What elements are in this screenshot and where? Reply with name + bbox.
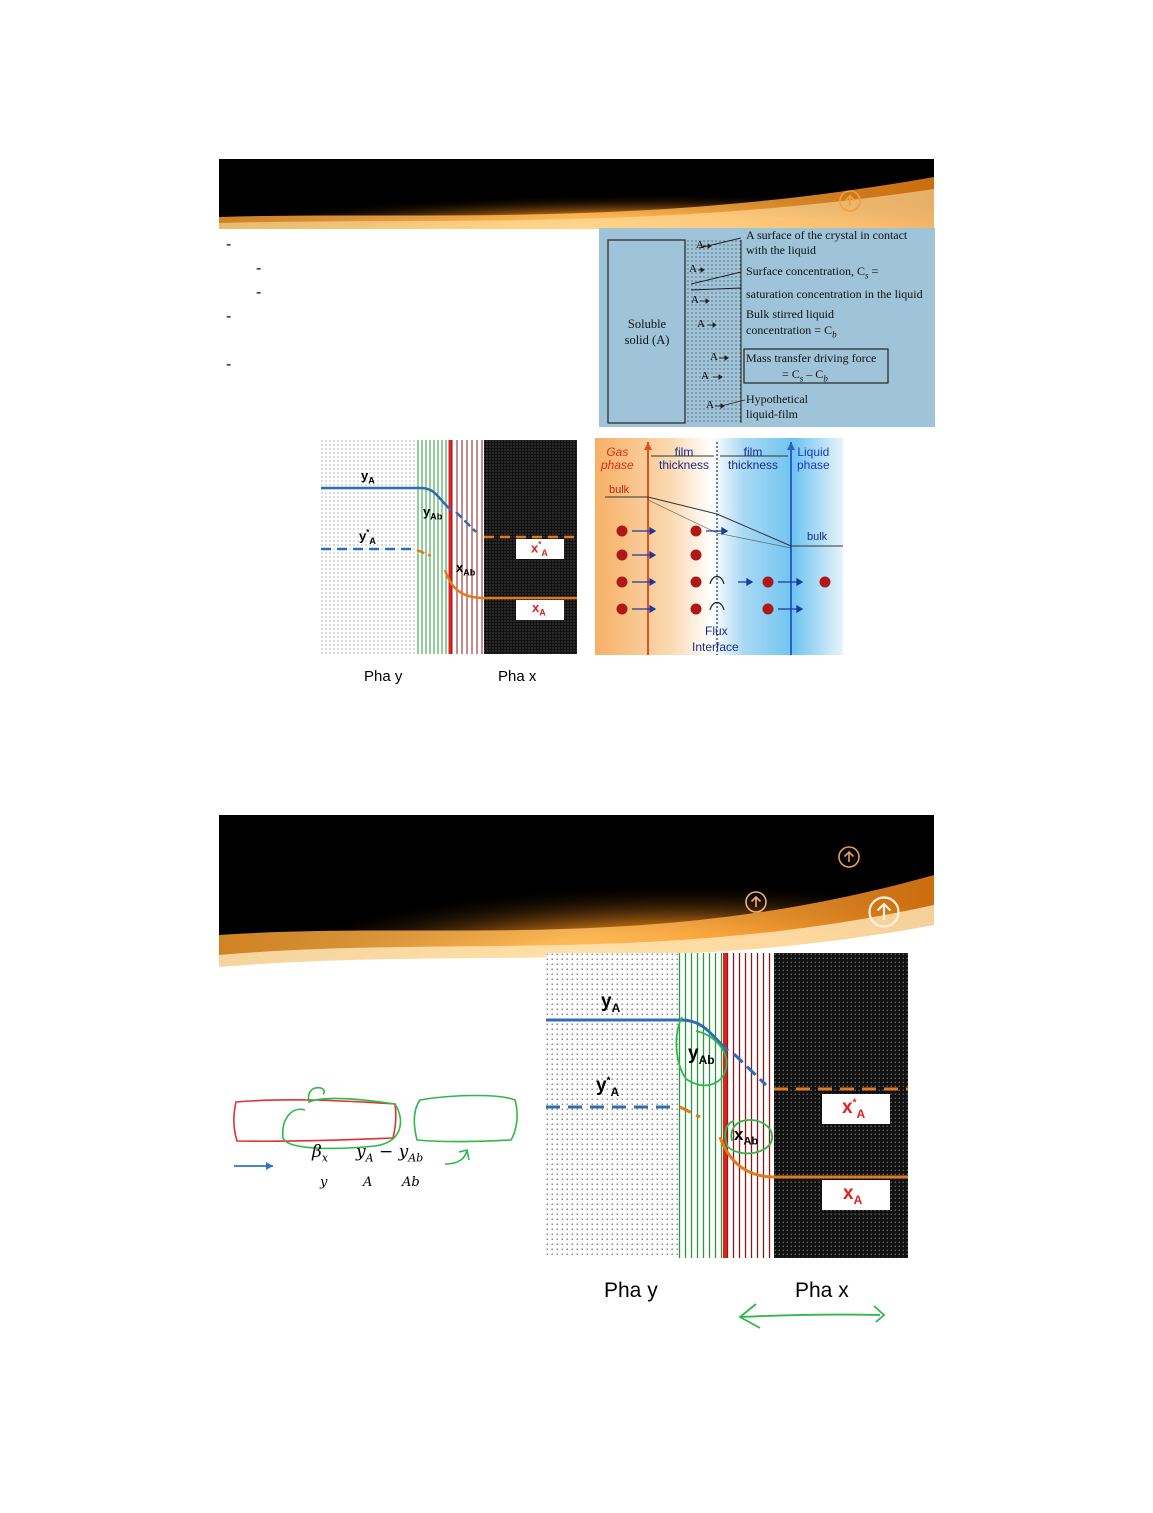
- film-thickness-label-gas: film thickness: [658, 445, 710, 472]
- caption-phase-y: Pha y: [364, 668, 403, 685]
- caption-phase-x: Pha x: [795, 1279, 849, 1302]
- bullet-dash: -: [226, 356, 232, 373]
- subscript-Ab: Ab: [402, 1175, 420, 1190]
- caption-phase-x: Pha x: [498, 668, 537, 685]
- gas-phase-label: Gas phase: [601, 445, 634, 472]
- caption-phase-y: Pha y: [604, 1279, 658, 1302]
- annotation-liquid-film: Hypothetical liquid-film: [746, 392, 808, 421]
- slide1-header-banner: [219, 159, 934, 229]
- arrow-label: A: [710, 351, 718, 363]
- arrow-label: A: [696, 239, 704, 251]
- up-arrow-circle-icon[interactable]: [867, 895, 901, 934]
- film-thickness-label-liquid: film thickness: [727, 445, 779, 472]
- two-film-theory-figure: [595, 438, 843, 655]
- formula-driving-force: $y_A - y_{Ab}$: [356, 1142, 424, 1165]
- up-arrow-circle-icon[interactable]: [744, 890, 768, 919]
- label-xstar-A: $x^*_A$: [842, 1097, 866, 1121]
- concentration-profile-small: [321, 440, 577, 654]
- label-yA: $y_A$: [361, 468, 375, 486]
- subscript-A: A: [363, 1175, 373, 1190]
- label-ystar-A: $y^*_A$: [359, 528, 376, 546]
- label-yA: $y_A$: [601, 991, 621, 1015]
- label-xA: $x_A$: [843, 1183, 863, 1207]
- bullet-dash: -: [256, 284, 262, 301]
- label-ystar-A: $y^*_A$: [596, 1075, 620, 1099]
- label-yAb: $y_{Ab}$: [423, 504, 443, 522]
- up-arrow-circle-icon[interactable]: [837, 845, 861, 874]
- label-yAb: $y_{Ab}$: [688, 1043, 715, 1067]
- crystal-dissolution-figure: [599, 228, 935, 427]
- arrow-label: A: [701, 370, 709, 382]
- label-xAb: $x_{Ab}$: [456, 560, 476, 578]
- liquid-phase-label: Liquid phase: [797, 445, 830, 472]
- annotation-surface-concentration: Surface concentration, $C_s$ = saturation concentration in the liquid: [746, 264, 923, 302]
- bullet-dash: -: [256, 260, 262, 277]
- annotation-bulk-liquid: Bulk stirred liquid concentration = $C_b$: [746, 307, 837, 340]
- double-arrow-annotation: [734, 1300, 890, 1334]
- arrow-label: A: [706, 399, 714, 411]
- handwritten-annotations: [225, 1080, 525, 1190]
- arrow-label: A: [689, 263, 697, 275]
- label-xA: $x_A$: [532, 600, 546, 618]
- arrow-label: A: [691, 294, 699, 306]
- bulk-label-liquid: bulk: [807, 531, 828, 543]
- label-xAb: $x_{Ab}$: [734, 1125, 759, 1148]
- annotation-crystal-surface: A surface of the crystal in contact with the liquid: [746, 228, 908, 257]
- bulk-label-gas: bulk: [609, 484, 630, 496]
- interface-label: Interface: [692, 640, 739, 654]
- flux-label: Flux: [705, 624, 728, 638]
- subscript-y: y: [320, 1175, 328, 1190]
- concentration-profile-large: [546, 953, 908, 1258]
- bullet-dash: -: [226, 236, 232, 253]
- driving-force-box: Mass transfer driving force = $C_s - C_b$: [746, 351, 877, 384]
- arrow-label: A: [697, 318, 705, 330]
- label-xstar-A: $x^*_A$: [531, 540, 548, 558]
- solid-label: Soluble solid (A): [624, 317, 670, 347]
- bullet-dash: -: [226, 308, 232, 325]
- formula-beta-x: $\beta_x$: [312, 1142, 329, 1165]
- up-arrow-circle-icon[interactable]: [838, 189, 862, 218]
